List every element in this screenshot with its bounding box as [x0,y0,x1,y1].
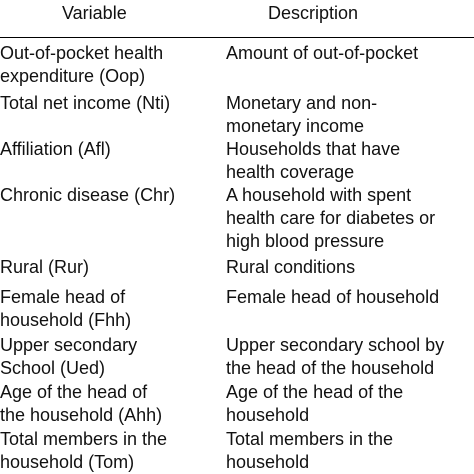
variable-line: Rural (Rur) [0,257,90,277]
description-cell [226,42,474,65]
variable-line: Total net income (Nti) [0,93,171,113]
variable-cell [0,286,215,332]
description-cell [226,184,474,253]
description-cell [226,256,474,279]
variable-line: School (Ued) [0,358,106,378]
variable-line: Female head of [0,287,126,307]
description-cell [226,286,474,309]
description-line: A household with spent [226,185,412,205]
description-line: Female head of household [226,287,440,307]
variable-line: Total members in the [0,429,168,449]
description-line: monetary income [226,116,365,136]
description-line: household [226,405,310,425]
description-line: household [226,452,310,472]
variable-line: household (Fhh) [0,310,132,330]
table-header [0,0,474,38]
variable-line: Out-of-pocket health [0,43,164,63]
description-cell [226,334,474,380]
description-cell [226,428,474,474]
description-cell [226,92,474,138]
header-rule [0,37,474,38]
variable-cell [0,184,215,207]
description-line: Monetary and non- [226,93,378,113]
variable-line: Upper secondary [0,335,138,355]
description-line: Total members in the [226,429,394,449]
variable-line: Affiliation (Afl) [0,139,111,159]
description-cell [226,381,474,427]
description-cell [226,138,474,184]
description-line: Rural conditions [226,257,356,277]
variable-cell [0,92,215,115]
variable-line: the household (Ahh) [0,405,163,425]
variable-cell [0,334,215,380]
description-line: health care for diabetes or [226,208,436,228]
description-line: Age of the head of the [226,382,404,402]
variable-line: household (Tom) [0,452,135,472]
variable-cell [0,381,215,427]
variable-line: expenditure (Oop) [0,66,146,86]
variable-cell [0,138,215,161]
variable-cell [0,428,215,474]
description-line: Amount of out-of-pocket [226,43,419,63]
description-line: health coverage [226,162,355,182]
description-line: Upper secondary school by [226,335,445,355]
description-line: the head of the household [226,358,435,378]
description-line: Households that have [226,139,401,159]
variable-line: Age of the head of [0,382,148,402]
column-header-description: Description [268,3,359,23]
description-line: high blood pressure [226,231,385,251]
variable-cell [0,42,215,88]
column-header-variable: Variable [62,3,127,23]
variable-line: Chronic disease (Chr) [0,185,176,205]
variable-cell [0,256,215,279]
